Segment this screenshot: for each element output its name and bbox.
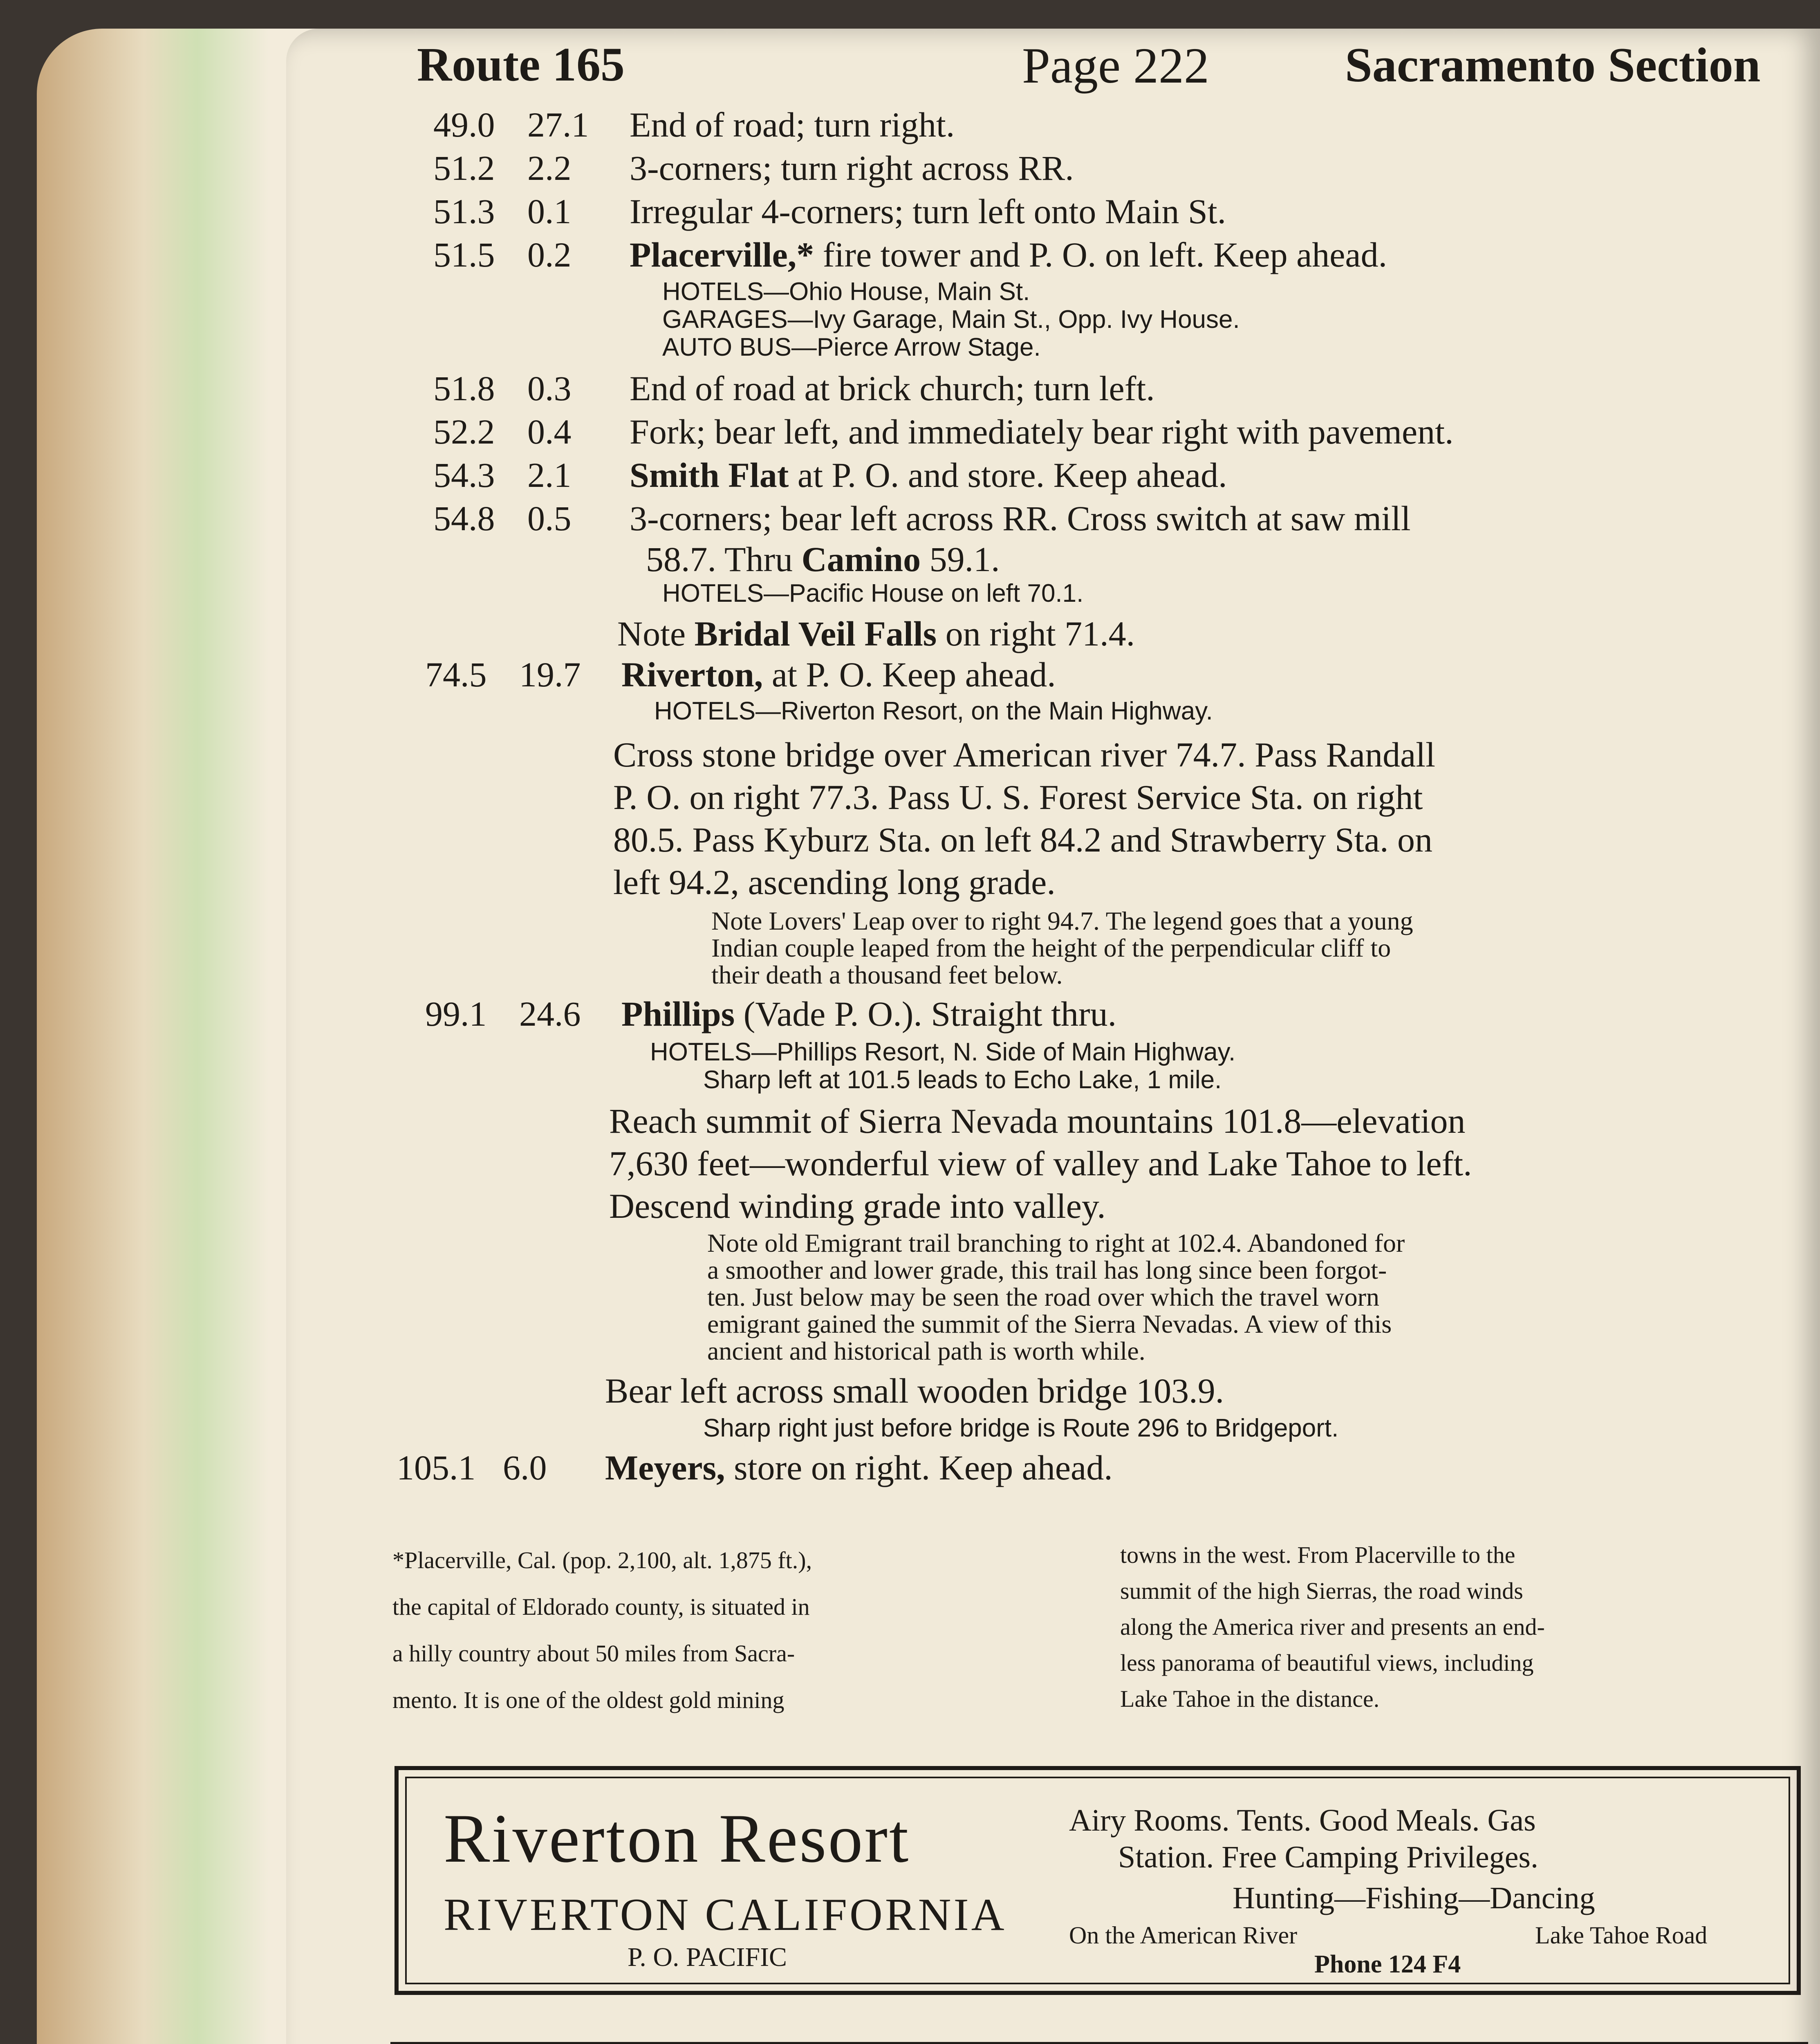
interval-mileage: 2.1	[527, 455, 572, 495]
route-entry	[397, 1447, 1786, 1490]
phillips-hotels: HOTELS—Phillips Resort, N. Side of Main Highway.	[650, 1038, 1236, 1066]
interval-mileage: 0.5	[527, 499, 572, 538]
direction-text: at P. O. and store. Keep ahead.	[789, 455, 1227, 495]
direction-text: (Vade P. O.). Straight thru.	[735, 994, 1117, 1033]
route-entry	[433, 234, 1815, 278]
direction-text: End of road; turn right.	[630, 105, 955, 144]
place-name: Smith Flat	[630, 455, 789, 495]
total-mileage: 54.3	[433, 455, 495, 495]
auto-bus-line: AUTO BUS—Pierce Arrow Stage.	[662, 333, 1041, 361]
place-name: Placerville,*	[630, 235, 814, 274]
direction-text: fire tower and P. O. on left. Keep ahead.	[814, 235, 1387, 274]
total-mileage: 51.8	[433, 369, 495, 408]
route-entry	[425, 654, 1815, 697]
total-mileage: 51.2	[433, 148, 495, 188]
footnote-left: *Placerville, Cal. (pop. 2,100, alt. 1,875 ft.), the capital of Eldorado county, is situated in a hilly country about 50 miles from Sacra- mento. It is one of the oldest gold mining	[392, 1547, 812, 1713]
riverton-entry	[425, 654, 1815, 697]
ad-activities: Hunting—Fishing—Dancing	[1233, 1881, 1595, 1915]
direction-text: Irregular 4-corners; turn left onto Main St.	[630, 192, 1226, 231]
route-entry	[425, 993, 1815, 1037]
total-mileage: 52.2	[433, 412, 495, 451]
place-name: Phillips	[621, 994, 735, 1033]
interval-mileage: 24.6	[519, 994, 581, 1033]
place-name: Riverton,	[621, 655, 763, 694]
direction-text: End of road at brick church; turn left.	[630, 369, 1155, 408]
section-title: Sacramento Section	[1345, 38, 1761, 92]
interval-mileage: 19.7	[519, 655, 581, 694]
ad-phone: Phone 124 F4	[1314, 1950, 1461, 1978]
place-name: Bridal Veil Falls	[694, 614, 937, 653]
route-entry	[433, 411, 1815, 455]
ad-amenities-2: Station. Free Camping Privileges.	[1118, 1840, 1539, 1874]
place-name: Meyers,	[605, 1448, 725, 1487]
interval-mileage: 0.1	[527, 192, 572, 231]
interval-mileage: 0.3	[527, 369, 572, 408]
meyers-entry	[397, 1447, 1786, 1490]
bridgeport-note: Sharp right just before bridge is Route 296 to Bridgeport.	[703, 1414, 1339, 1442]
total-mileage: 51.5	[433, 235, 495, 274]
pacific-house-ad	[390, 2042, 1808, 2044]
total-mileage: 49.0	[433, 105, 495, 144]
ad-road: Lake Tahoe Road	[1535, 1922, 1708, 1949]
route-entries	[433, 104, 1815, 278]
page-number: Page 222	[1022, 38, 1210, 94]
route-entry	[433, 455, 1815, 498]
route-number: Route 165	[417, 38, 625, 91]
placerville-services	[662, 278, 1240, 361]
camino-hotels: HOTELS—Pacific House on left 70.1.	[662, 579, 1084, 607]
riverton-paragraph: Cross stone bridge over American river 74.7. Pass Randall P. O. on right 77.3. Pass U. S. Forest Service Sta. on right 80.5. Pass Kyburz Sta. on left 84.2 and Strawberry Sta. on left 94.2, ascending long grade.	[613, 735, 1436, 902]
summit-paragraph: Reach summit of Sierra Nevada mountains 101.8—elevation 7,630 feet—wonderful view of valley and Lake Tahoe to left. Descend winding grade into valley.	[609, 1101, 1472, 1226]
interval-mileage: 2.2	[527, 148, 572, 188]
ad-amenities-1: Airy Rooms. Tents. Good Meals. Gas	[1069, 1803, 1536, 1838]
direction-text: at P. O. Keep ahead.	[763, 655, 1056, 694]
interval-mileage: 6.0	[503, 1448, 547, 1487]
lovers-leap-note: Note Lovers' Leap over to right 94.7. The legend goes that a young Indian couple leaped from the height of the perpendicular cliff to their death a thousand feet below.	[711, 906, 1413, 989]
interval-mileage: 0.2	[527, 235, 572, 274]
total-mileage: 105.1	[397, 1448, 476, 1487]
ad-location: RIVERTON CALIFORNIA	[444, 1889, 1007, 1940]
direction-text: Fork; bear left, and immediately bear right with pavement.	[630, 412, 1454, 451]
interval-mileage: 0.4	[527, 412, 572, 451]
emigrant-trail-note: Note old Emigrant trail branching to right at 102.4. Abandoned for a smoother and lower grade, this trail has long since been forgot- ten. Just below may be seen the road over which the travel worn emigrant gained the summit of the Sierra Nevadas. A view of this ancient and historical path is worth while.	[707, 1228, 1405, 1365]
wooden-bridge-line: Bear left across small wooden bridge 103.9.	[605, 1371, 1224, 1410]
footnote-right: towns in the west. From Placerville to the summit of the high Sierras, the road winds along the America river and presents an end- less panorama of beautiful views, including Lake Tahoe in the distance.	[1120, 1542, 1545, 1712]
ad-river: On the American River	[1069, 1922, 1298, 1949]
route-entry	[433, 104, 1815, 148]
garages-line: GARAGES—Ivy Garage, Main St., Opp. Ivy House.	[662, 305, 1240, 334]
route-entry	[433, 148, 1815, 191]
phillips-entry	[425, 993, 1815, 1037]
interval-mileage: 27.1	[527, 105, 589, 144]
hotels-line: HOTELS—Ohio House, Main St.	[662, 278, 1030, 306]
ad-po: P. O. PACIFIC	[628, 1942, 787, 1972]
route-entry	[433, 368, 1815, 411]
total-mileage: 74.5	[425, 655, 487, 694]
route-entry	[433, 498, 1815, 541]
riverton-hotels: HOTELS—Riverton Resort, on the Main Highway.	[654, 697, 1213, 725]
echo-lake-note: Sharp left at 101.5 leads to Echo Lake, 1 mile.	[703, 1066, 1222, 1094]
total-mileage: 99.1	[425, 994, 487, 1033]
riverton-resort-ad	[394, 1766, 1801, 1995]
direction-text: store on right. Keep ahead.	[725, 1448, 1113, 1487]
total-mileage: 54.8	[433, 499, 495, 538]
route-entry	[433, 191, 1815, 234]
place-name: Camino	[801, 540, 921, 579]
camino-line: 58.7. Thru Camino 59.1.	[646, 540, 1000, 579]
ad-title: Riverton Resort	[444, 1800, 910, 1877]
route-entries-2	[433, 368, 1815, 541]
direction-text: 3-corners; turn right across RR.	[630, 148, 1074, 188]
direction-text: 3-corners; bear left across RR. Cross switch at saw mill	[630, 499, 1411, 538]
total-mileage: 51.3	[433, 192, 495, 231]
bridal-veil-note: Note Bridal Veil Falls on right 71.4.	[617, 614, 1135, 653]
